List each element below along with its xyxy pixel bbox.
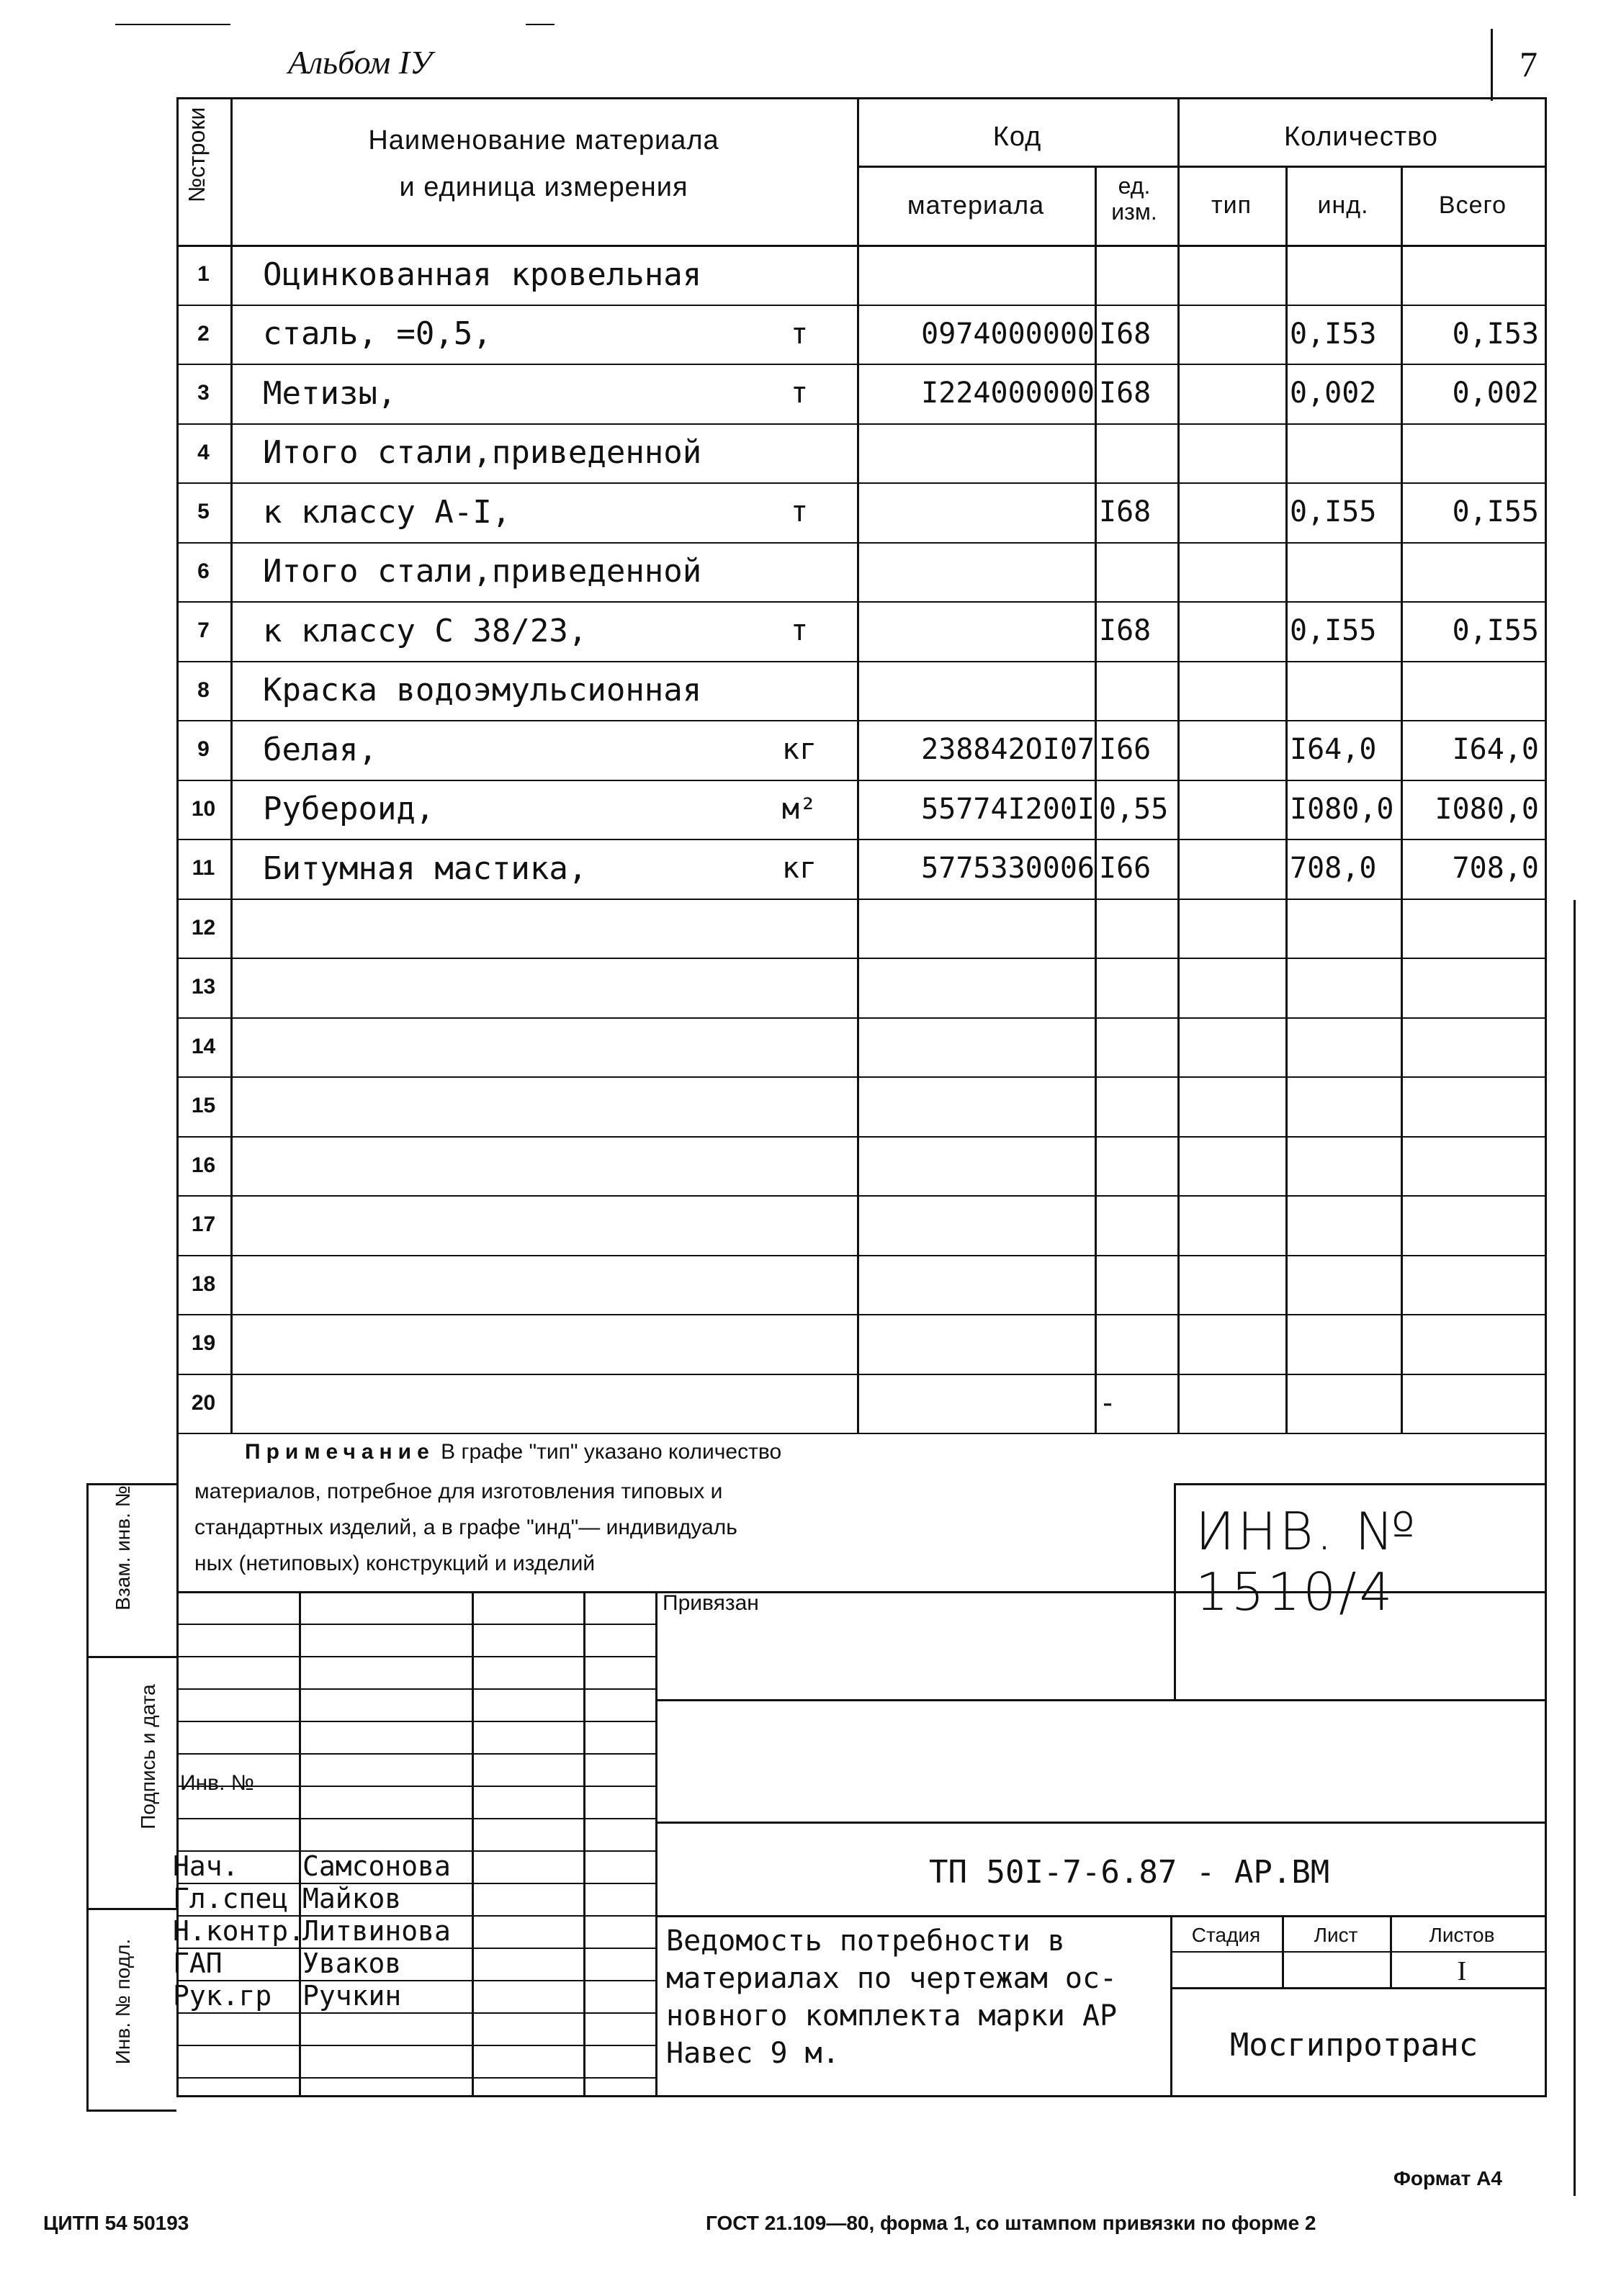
material-code <box>863 899 1095 958</box>
col-qty-total-header: Всего <box>1438 191 1507 219</box>
material-code <box>863 958 1095 1017</box>
stamp-title <box>666 1922 1117 2072</box>
row-number: 15 <box>191 1094 216 1118</box>
qty-total <box>1401 423 1539 483</box>
qty-type <box>1177 1136 1285 1196</box>
qty-total: 0,I55 <box>1452 614 1539 648</box>
org-top <box>1170 1987 1545 1989</box>
unit-of-measure: т <box>790 377 809 410</box>
note-line2: материалов, потребное для изготовления типовых и <box>194 1480 723 1503</box>
qty-total <box>1401 1017 1539 1077</box>
qty-type <box>1177 899 1285 958</box>
qty-individual: 0,002 <box>1290 377 1377 410</box>
material-code: I224000000 <box>921 377 1095 410</box>
row-number: 6 <box>197 559 210 583</box>
stamp-row <box>176 2045 655 2046</box>
row-number: 17 <box>191 1212 216 1237</box>
row-number: 18 <box>191 1271 216 1296</box>
col-name-header-line1: Наименование материала <box>368 125 719 156</box>
inv-box-left <box>1174 1483 1176 1591</box>
qty-total: I64,0 <box>1452 733 1539 767</box>
unit-of-measure: кг <box>781 852 817 886</box>
unit-code: 0,55 <box>1099 792 1169 826</box>
unit-code: I66 <box>1099 852 1152 886</box>
unit-code <box>1099 542 1177 602</box>
privyazan-label: Привязан <box>663 1591 759 1615</box>
col-qty-header: Количество <box>1283 121 1439 152</box>
material-code: 55774I200I <box>921 792 1095 826</box>
side-label-inv-podl: Инв. № подл. <box>112 1938 134 2065</box>
stamp-designation: ТП 50I-7-6.87 - АР.ВМ <box>929 1854 1330 1891</box>
qty-total <box>1401 542 1539 602</box>
unit-of-measure: т <box>790 317 809 351</box>
material-code <box>863 1374 1095 1433</box>
material-code <box>863 1255 1095 1315</box>
qty-total <box>1401 1136 1539 1196</box>
stamp-title-line3: новного комплекта марки АР <box>666 1999 1118 2032</box>
qty-individual <box>1290 1017 1401 1077</box>
unit-code <box>1099 1255 1177 1315</box>
qty-total <box>1401 1255 1539 1315</box>
qty-type <box>1177 482 1285 542</box>
qty-total <box>1401 661 1539 721</box>
qty-type <box>1177 305 1285 364</box>
qty-type <box>1177 1017 1285 1077</box>
subheader-line <box>857 166 1545 168</box>
unit-of-measure: т <box>790 495 809 529</box>
note-title: Примечание <box>245 1440 435 1464</box>
unit-of-measure <box>756 1136 843 1196</box>
page-number: 7 <box>1520 44 1538 84</box>
row-number: 19 <box>191 1331 216 1356</box>
album-title: Альбом IУ <box>288 44 432 81</box>
stamp-title-line2: материалах по чертежам ос- <box>666 1962 1118 1995</box>
side-strip-line <box>86 1908 176 1910</box>
stamp-organization: Мосгипротранс <box>1229 2026 1478 2063</box>
unit-code <box>1099 423 1177 483</box>
qty-total <box>1401 899 1539 958</box>
unit-of-measure <box>756 1374 843 1433</box>
material-name: Метизы, <box>263 374 397 412</box>
qty-individual <box>1290 423 1401 483</box>
stamp-col <box>176 1591 179 2095</box>
col-qty-ind-header: инд. <box>1317 191 1369 219</box>
stamp-person: Уваков <box>302 1948 402 1979</box>
qty-individual <box>1290 1374 1401 1433</box>
material-name: белая, <box>263 731 377 768</box>
stamp-row <box>176 2077 655 2079</box>
qty-individual <box>1290 245 1401 305</box>
qty-total <box>1401 958 1539 1017</box>
unit-of-measure <box>756 899 843 958</box>
note-line1 <box>245 1440 781 1464</box>
footer-left: ЦИТП 54 50193 <box>43 2212 189 2234</box>
row-number: 1 <box>197 262 210 287</box>
stamp-main-left <box>655 1591 657 2095</box>
page-number-divider <box>1491 29 1493 101</box>
stamp-col <box>299 1591 301 2095</box>
stamp-role: Гл.спец <box>173 1883 289 1914</box>
qty-individual <box>1290 1314 1401 1374</box>
material-name <box>263 1195 825 1255</box>
row-number: 5 <box>197 500 210 524</box>
stamp-bottom <box>176 2095 1547 2097</box>
row-number: 14 <box>191 1034 216 1058</box>
qty-individual: I64,0 <box>1290 733 1377 767</box>
qty-individual <box>1290 661 1401 721</box>
col-divider <box>1095 166 1097 1433</box>
material-code <box>863 423 1095 483</box>
qty-individual <box>1290 1136 1401 1196</box>
qty-total <box>1401 1374 1539 1433</box>
material-name <box>263 1136 825 1196</box>
qty-individual: 708,0 <box>1290 852 1377 886</box>
stamp-row <box>176 1818 655 1819</box>
qty-type <box>1177 1255 1285 1315</box>
row-number: 9 <box>197 737 210 762</box>
material-code <box>863 1017 1095 1077</box>
scan-mark <box>115 24 230 25</box>
row-number: 3 <box>197 381 210 405</box>
unit-of-measure <box>756 1314 843 1374</box>
designation-top <box>655 1822 1545 1824</box>
qty-individual <box>1290 1076 1401 1136</box>
stamp-title-line1: Ведомость потребности в <box>666 1924 1065 1958</box>
stamp-role: Н.контр. <box>173 1915 305 1947</box>
material-name: Итого стали,приведенной <box>263 434 702 472</box>
qty-type <box>1177 1314 1285 1374</box>
col-name-header-line2: и единица измерения <box>399 171 688 202</box>
qty-total: 0,002 <box>1452 377 1539 410</box>
row-number: 11 <box>192 856 215 881</box>
col-qty-type-header: тип <box>1211 191 1252 219</box>
qty-type <box>1177 661 1285 721</box>
material-code <box>863 1076 1095 1136</box>
stamp-col <box>583 1591 585 2095</box>
stamp-person: Майков <box>302 1883 402 1914</box>
stamp-row <box>176 1753 655 1755</box>
row-number: 4 <box>197 440 210 464</box>
row-number: 13 <box>191 975 216 999</box>
side-label-podpis: Подпись и дата <box>137 1684 159 1829</box>
unit-code <box>1099 1076 1177 1136</box>
col-divider <box>230 97 233 1433</box>
inv-box-top <box>1174 1483 1545 1485</box>
stamp-row <box>176 1591 655 1593</box>
inv-no-label: Инв. № <box>180 1771 254 1795</box>
unit-code <box>1099 958 1177 1017</box>
qty-total <box>1401 1076 1539 1136</box>
unit-code: I68 <box>1099 614 1152 648</box>
footer-gost: ГОСТ 21.109—80, форма 1, со штампом привязки по форме 2 <box>706 2212 1316 2234</box>
qty-individual: 0,I53 <box>1290 317 1377 351</box>
qty-total: I080,0 <box>1435 792 1539 826</box>
stamp-row <box>176 1656 655 1657</box>
stamp-row <box>176 1688 655 1690</box>
col-code-unit-header: ед. изм. <box>1111 173 1157 225</box>
row-number: 12 <box>191 915 216 940</box>
unit-code <box>1099 1195 1177 1255</box>
qty-type <box>1177 1195 1285 1255</box>
material-name: Рубероид, <box>263 791 435 828</box>
row-number: 16 <box>191 1153 216 1177</box>
material-code: 0974000000 <box>921 317 1095 351</box>
qty-type <box>1177 245 1285 305</box>
unit-of-measure <box>756 245 843 305</box>
note-line4: ных (нетиповых) конструкций и изделий <box>194 1552 596 1575</box>
col-divider <box>1285 166 1288 1433</box>
material-name: к классу А-I, <box>263 493 511 531</box>
side-strip-bottom <box>86 2110 176 2112</box>
row-line <box>176 1433 1547 1434</box>
qty-total <box>1401 245 1539 305</box>
qty-type <box>1177 364 1285 423</box>
stamp-sheets-label: Листов <box>1429 1924 1495 1946</box>
unit-of-measure <box>756 423 843 483</box>
unit-code: I68 <box>1099 317 1152 351</box>
material-name <box>263 1076 825 1136</box>
stamp-row <box>176 1624 655 1625</box>
qty-type <box>1177 839 1285 899</box>
unit-code <box>1099 899 1177 958</box>
privyazan-divider <box>1174 1591 1176 1699</box>
qty-total: 708,0 <box>1452 852 1539 886</box>
material-name: Оцинкованная кровельная <box>263 256 702 293</box>
material-code <box>863 1136 1095 1196</box>
unit-of-measure: м² <box>781 792 817 826</box>
qty-individual <box>1290 958 1401 1017</box>
unit-of-measure <box>756 1255 843 1315</box>
material-name: Итого стали,приведенной <box>263 553 702 590</box>
row-number: 2 <box>197 321 210 346</box>
qty-individual: I080,0 <box>1290 792 1394 826</box>
material-code <box>863 542 1095 602</box>
stamp-row <box>176 1948 655 1949</box>
material-name: Краска водоэмульсионная <box>263 672 702 709</box>
unit-of-measure: т <box>790 614 809 648</box>
material-name: к классу С 38/23, <box>263 612 588 649</box>
row-number: 10 <box>191 796 216 821</box>
material-code <box>863 601 1095 661</box>
row-number: 7 <box>197 618 210 643</box>
unit-of-measure: кг <box>781 733 817 767</box>
qty-type <box>1177 542 1285 602</box>
material-name <box>263 899 825 958</box>
qty-type <box>1177 958 1285 1017</box>
col-row-no-header: №строки <box>184 107 210 203</box>
row-number: 20 <box>191 1390 216 1415</box>
stamp-person: Литвинова <box>302 1915 451 1947</box>
material-code <box>863 661 1095 721</box>
stamp-sheet-label: Лист <box>1314 1924 1358 1946</box>
stamp-col <box>472 1591 474 2095</box>
unit-code: I68 <box>1099 495 1152 529</box>
unit-of-measure <box>756 1017 843 1077</box>
material-name: Битумная мастика, <box>263 850 588 887</box>
qty-type <box>1177 780 1285 839</box>
unit-of-measure <box>756 1195 843 1255</box>
material-code <box>863 245 1095 305</box>
material-code <box>863 1195 1095 1255</box>
designation-bottom <box>655 1915 1545 1917</box>
table-top-border <box>176 97 1547 99</box>
material-name: сталь, =0,5, <box>263 315 492 353</box>
material-name <box>263 1017 825 1077</box>
col-code-header: Код <box>992 121 1042 152</box>
qty-individual <box>1290 1255 1401 1315</box>
qty-total <box>1401 1314 1539 1374</box>
stamp-role: ГАП <box>173 1948 223 1979</box>
side-label-vzam: Взам. инв. № <box>112 1485 134 1611</box>
unit-code <box>1099 661 1177 721</box>
stamp-sheets-value: I <box>1457 1955 1467 1986</box>
row-number: 8 <box>197 677 210 702</box>
format-label: Формат А4 <box>1393 2167 1502 2189</box>
side-strip-left <box>86 1483 89 2110</box>
stage-line <box>1170 1951 1545 1953</box>
qty-individual <box>1290 899 1401 958</box>
qty-total: 0,I55 <box>1452 495 1539 529</box>
material-name <box>263 958 825 1017</box>
qty-type <box>1177 601 1285 661</box>
col-code-material-header: материала <box>907 190 1045 220</box>
unit-code <box>1099 1136 1177 1196</box>
unit-of-measure <box>756 1076 843 1136</box>
qty-type <box>1177 720 1285 780</box>
qty-individual <box>1290 1195 1401 1255</box>
inventory-stamp: ИНВ. № 1510/4 <box>1195 1501 1419 1622</box>
note-line3: стандартных изделий, а в графе "инд"— индивидуаль <box>194 1516 737 1539</box>
table-right-border <box>1545 97 1547 1435</box>
material-code: 5775330006 <box>921 852 1095 886</box>
material-name <box>263 1255 825 1315</box>
stamp-row <box>176 2012 655 2014</box>
qty-individual <box>1290 542 1401 602</box>
unit-of-measure <box>756 958 843 1017</box>
unit-code <box>1099 1017 1177 1077</box>
qty-type <box>1177 423 1285 483</box>
scan-mark <box>526 24 555 25</box>
qty-total: 0,I53 <box>1452 317 1539 351</box>
material-name <box>263 1374 825 1433</box>
qty-total <box>1401 1195 1539 1255</box>
unit-code <box>1099 245 1177 305</box>
note-text1: В графе "тип" указано количество <box>441 1440 782 1464</box>
unit-of-measure <box>756 661 843 721</box>
unit-code: - <box>1099 1386 1117 1420</box>
material-name <box>263 1314 825 1374</box>
qty-type <box>1177 1076 1285 1136</box>
stamp-person: Самсонова <box>302 1850 451 1882</box>
stamp-stage-label: Стадия <box>1191 1924 1261 1946</box>
unit-of-measure <box>756 542 843 602</box>
col-divider <box>857 97 859 1433</box>
stamp-row <box>176 1721 655 1722</box>
unit-code <box>1099 1314 1177 1374</box>
unit-code: I68 <box>1099 377 1152 410</box>
qty-type <box>1177 1374 1285 1433</box>
qty-individual: 0,I55 <box>1290 495 1377 529</box>
material-code: 238842OI07 <box>921 733 1095 767</box>
unit-code: I66 <box>1099 733 1152 767</box>
stamp-role: Нач. <box>173 1850 239 1882</box>
stamp-person: Ручкин <box>302 1980 402 2012</box>
stamp-title-line4: Навес 9 м. <box>666 2037 840 2070</box>
material-code <box>863 1314 1095 1374</box>
qty-individual: 0,I55 <box>1290 614 1377 648</box>
material-code <box>863 482 1095 542</box>
privyazan-bottom <box>655 1699 1545 1701</box>
stamp-role: Рук.гр <box>173 1980 272 2012</box>
